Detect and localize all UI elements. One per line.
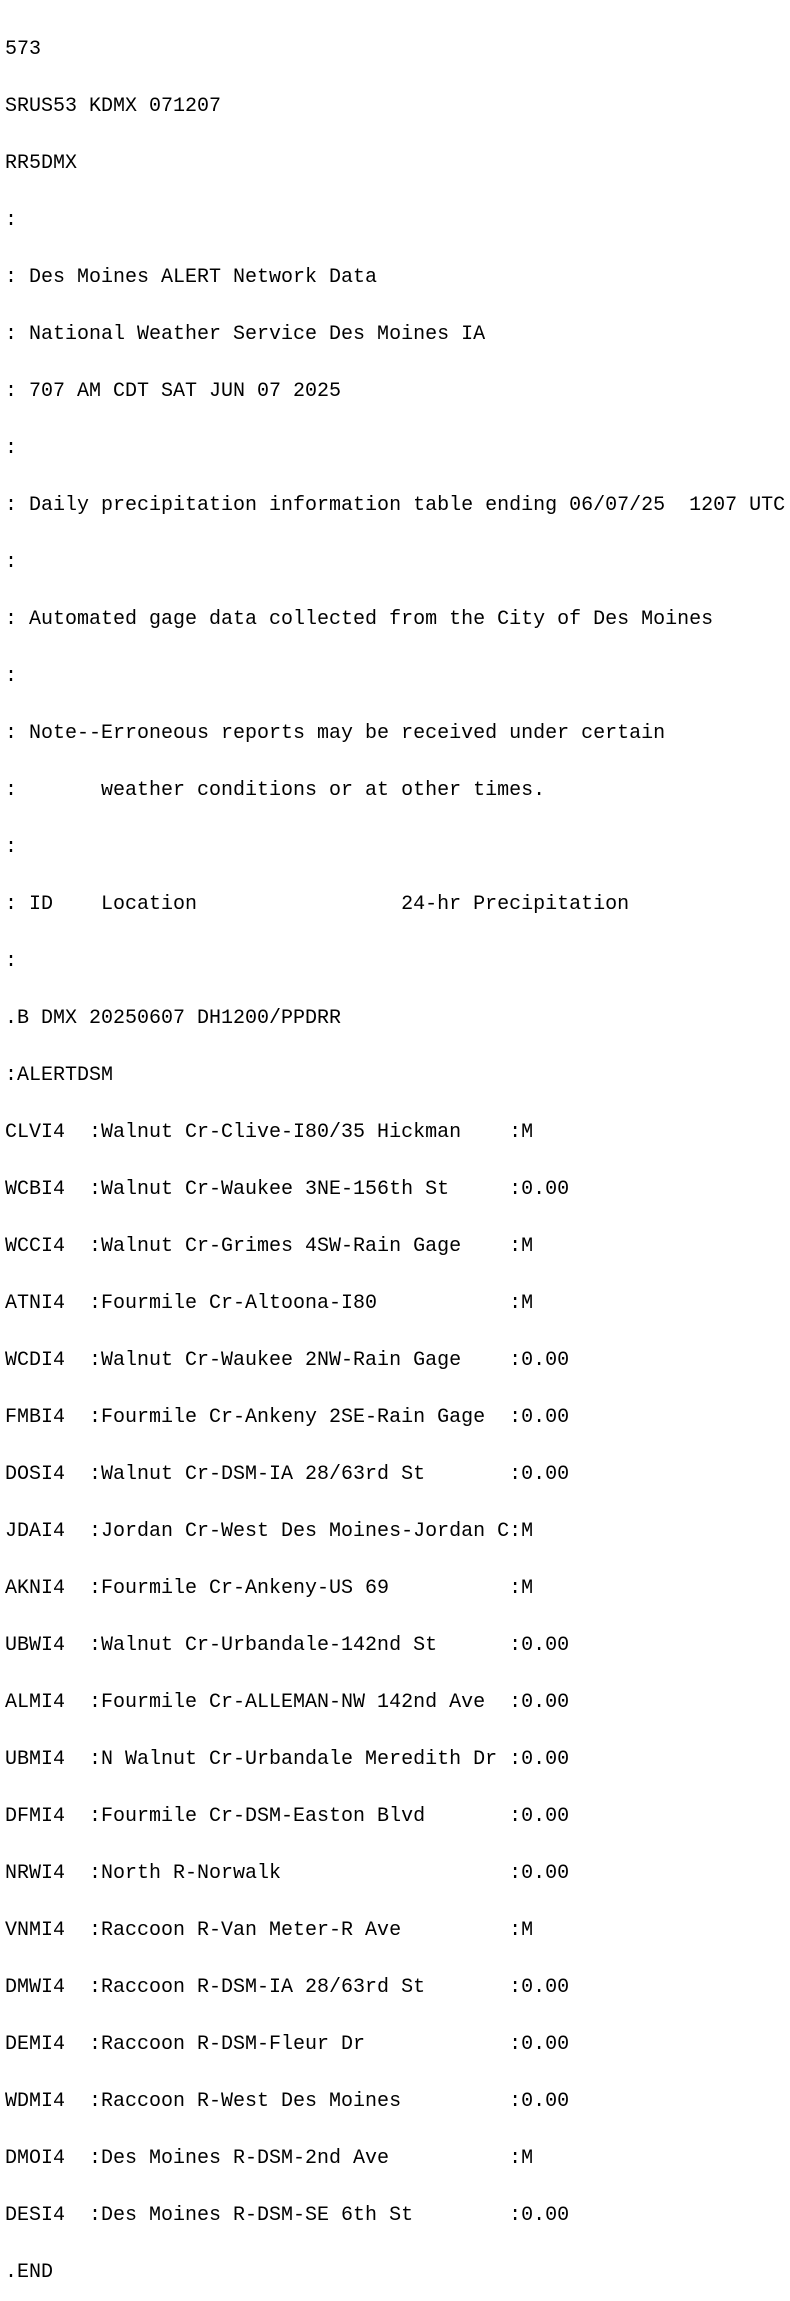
end-marker: .END: [5, 2261, 54, 2284]
note-line-2: : weather conditions or at other times.: [5, 779, 546, 802]
table-row: AKNI4 :Fourmile Cr-Ankeny-US 69 :M: [5, 1577, 534, 1600]
blank-comment-line: :: [5, 950, 18, 973]
table-row: JDAI4 :Jordan Cr-West Des Moines-Jordan C:M: [5, 1520, 534, 1543]
table-row: WCDI4 :Walnut Cr-Waukee 2NW-Rain Gage :0.00: [5, 1349, 570, 1372]
collection-info: : Automated gage data collected from the City of Des Moines: [5, 608, 714, 631]
table-row: DEMI4 :Raccoon R-DSM-Fleur Dr :0.00: [5, 2033, 570, 2056]
network-title: : Des Moines ALERT Network Data: [5, 266, 378, 289]
table-row: WCCI4 :Walnut Cr-Grimes 4SW-Rain Gage :M: [5, 1235, 534, 1258]
issue-time: : 707 AM CDT SAT JUN 07 2025: [5, 380, 342, 403]
table-row: DFMI4 :Fourmile Cr-DSM-Easton Blvd :0.00: [5, 1805, 570, 1828]
table-row: WDMI4 :Raccoon R-West Des Moines :0.00: [5, 2090, 570, 2113]
blank-comment-line: :: [5, 665, 18, 688]
blank-comment-line: :: [5, 551, 18, 574]
table-row: UBWI4 :Walnut Cr-Urbandale-142nd St :0.00: [5, 1634, 570, 1657]
table-row: CLVI4 :Walnut Cr-Clive-I80/35 Hickman :M: [5, 1121, 534, 1144]
table-row: FMBI4 :Fourmile Cr-Ankeny 2SE-Rain Gage :0.00: [5, 1406, 570, 1429]
shef-group: :ALERTDSM: [5, 1064, 114, 1087]
table-row: DMWI4 :Raccoon R-DSM-IA 28/63rd St :0.00: [5, 1976, 570, 1999]
wmo-header: SRUS53 KDMX 071207: [5, 95, 222, 118]
table-row: UBMI4 :N Walnut Cr-Urbandale Meredith Dr :0.00: [5, 1748, 570, 1771]
table-row: WCBI4 :Walnut Cr-Waukee 3NE-156th St :0.00: [5, 1178, 570, 1201]
table-row: DMOI4 :Des Moines R-DSM-2nd Ave :M: [5, 2147, 534, 2170]
awips-id: RR5DMX: [5, 152, 78, 175]
shef-header: .B DMX 20250607 DH1200/PPDRR: [5, 1007, 342, 1030]
table-row: VNMI4 :Raccoon R-Van Meter-R Ave :M: [5, 1919, 534, 1942]
blank-comment-line: :: [5, 209, 18, 232]
note-line-1: : Note--Erroneous reports may be received under certain: [5, 722, 666, 745]
blank-comment-line: :: [5, 437, 18, 460]
table-row: DOSI4 :Walnut Cr-DSM-IA 28/63rd St :0.00: [5, 1463, 570, 1486]
blank-comment-line: :: [5, 836, 18, 859]
office-name: : National Weather Service Des Moines IA: [5, 323, 486, 346]
table-row: ATNI4 :Fourmile Cr-Altoona-I80 :M: [5, 1292, 534, 1315]
table-info: : Daily precipitation information table ending 06/07/25 1207 UTC: [5, 494, 786, 517]
column-header: : ID Location 24-hr Precipitation: [5, 893, 630, 916]
product-id: 573: [5, 38, 42, 61]
table-row: NRWI4 :North R-Norwalk :0.00: [5, 1862, 570, 1885]
table-row: ALMI4 :Fourmile Cr-ALLEMAN-NW 142nd Ave :0.00: [5, 1691, 570, 1714]
table-row: DESI4 :Des Moines R-DSM-SE 6th St :0.00: [5, 2204, 570, 2227]
